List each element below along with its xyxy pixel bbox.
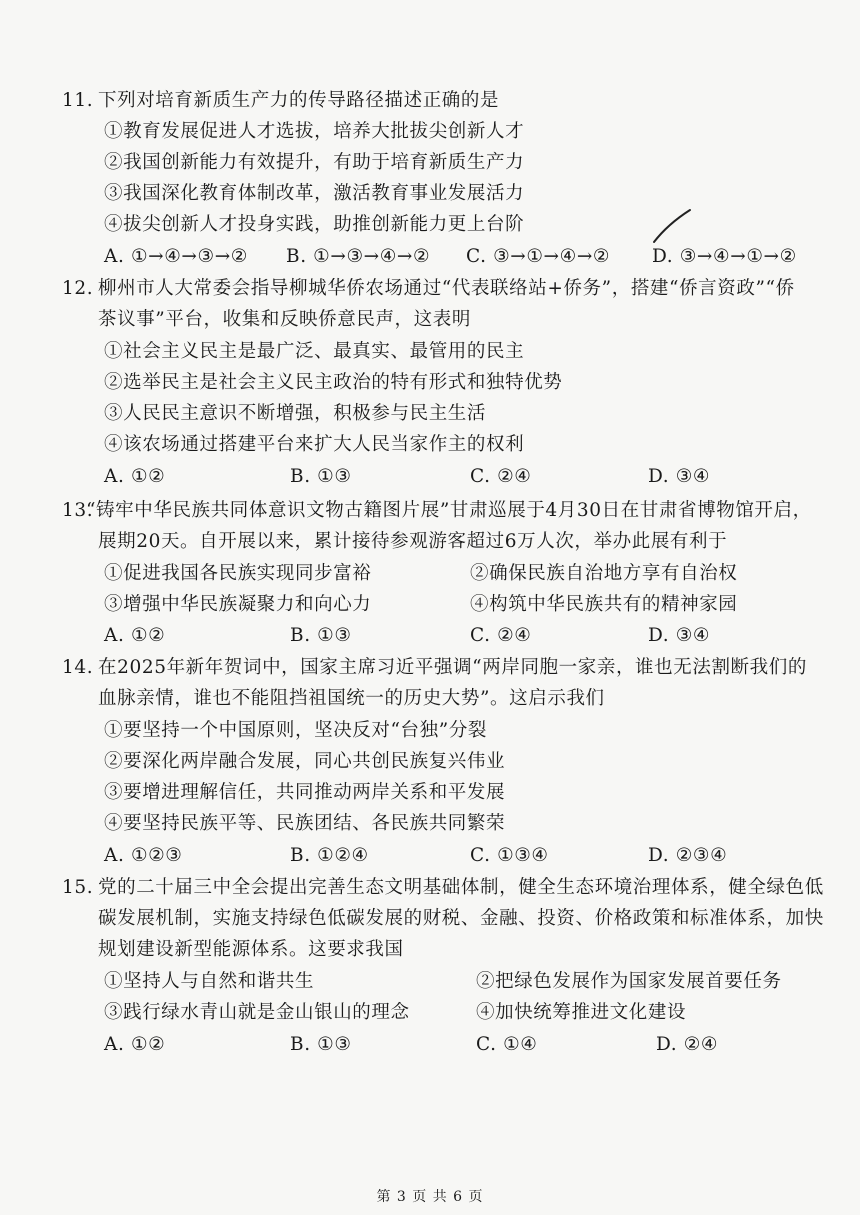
statement: ③践行绿水青山就是金山银山的理念 — [104, 1002, 410, 1023]
statement: ③人民民主意识不断增强，积极参与民主生活 — [104, 403, 487, 424]
choice-b[interactable]: B. ①③ — [290, 625, 352, 646]
question-number: 15. — [62, 877, 94, 898]
choice-a[interactable]: A. ①② — [104, 625, 166, 646]
statement: ②我国创新能力有效提升，有助于培育新质生产力 — [104, 152, 525, 173]
question-number: 11. — [62, 90, 94, 111]
question-stem: 碳发展机制，实施支持绿色低碳发展的财税、金融、投资、价格政策和标准体系，加快 — [98, 908, 824, 929]
choice-a[interactable]: A. ①②③ — [104, 845, 183, 866]
choice-d[interactable]: D. ②③④ — [648, 845, 728, 866]
question-number: 12. — [62, 278, 94, 299]
statement: ④要坚持民族平等、民族团结、各民族共同繁荣 — [104, 813, 506, 834]
choice-d[interactable]: D. ③④ — [648, 466, 711, 487]
statement: ③要增进理解信任，共同推动两岸关系和平发展 — [104, 782, 506, 803]
question-stem: 规划建设新型能源体系。这要求我国 — [98, 939, 404, 960]
choice-b[interactable]: B. ①③ — [290, 1034, 352, 1055]
page-footer: 第 3 页 共 6 页 — [376, 1189, 484, 1205]
question-stem: 下列对培育新质生产力的传导路径描述正确的是 — [98, 90, 500, 111]
question-stem: 党的二十届三中全会提出完善生态文明基础体制，健全生态环境治理体系，健全绿色低 — [98, 877, 824, 898]
choice-d[interactable]: D. ③→④→①→② — [652, 246, 797, 267]
statement: ④加快统筹推进文化建设 — [476, 1002, 687, 1023]
question-stem: 茶议事”平台，收集和反映侨意民声，这表明 — [98, 309, 471, 330]
choice-d[interactable]: D. ③④ — [648, 625, 711, 646]
choice-d[interactable]: D. ②④ — [656, 1034, 719, 1055]
statement: ②把绿色发展作为国家发展首要任务 — [476, 971, 782, 992]
choice-c[interactable]: C. ③→①→④→② — [466, 246, 611, 267]
statement: ②要深化两岸融合发展，同心共创民族复兴伟业 — [104, 751, 506, 772]
pen-check-mark — [650, 206, 698, 246]
choice-c[interactable]: C. ②④ — [470, 625, 532, 646]
question-stem: “铸牢中华民族共同体意识文物古籍图片展”甘肃巡展于4月30日在甘肃省博物馆开启， — [86, 500, 812, 521]
statement: ④该农场通过搭建平台来扩大人民当家作主的权利 — [104, 434, 525, 455]
statement: ①教育发展促进人才选拔，培养大批拔尖创新人才 — [104, 121, 525, 142]
question-stem: 展期20天。自开展以来，累计接待参观游客超过6万人次，举办此展有利于 — [98, 531, 728, 552]
statement: ③增强中华民族凝聚力和向心力 — [104, 594, 372, 615]
choice-c[interactable]: C. ①④ — [476, 1034, 538, 1055]
choice-c[interactable]: C. ②④ — [470, 466, 532, 487]
statement: ①社会主义民主是最广泛、最真实、最管用的民主 — [104, 341, 525, 362]
statement: ②选举民主是社会主义民主政治的特有形式和独特优势 — [104, 372, 563, 393]
statement: ④构筑中华民族共有的精神家园 — [470, 594, 738, 615]
choice-a[interactable]: A. ①→④→③→② — [104, 246, 248, 267]
choice-c[interactable]: C. ①③④ — [470, 845, 549, 866]
question-stem: 柳州市人大常委会指导柳城华侨农场通过“代表联络站+侨务”，搭建“侨言资政”“侨 — [98, 278, 795, 299]
question-stem: 在2025年新年贺词中，国家主席习近平强调“两岸同胞一家亲，谁也无法割断我们的 — [98, 657, 807, 678]
statement: ②确保民族自治地方享有自治权 — [470, 563, 738, 584]
choice-a[interactable]: A. ①② — [104, 1034, 166, 1055]
choice-b[interactable]: B. ①③ — [290, 466, 352, 487]
statement: ①坚持人与自然和谐共生 — [104, 971, 315, 992]
statement: ①要坚持一个中国原则，坚决反对“台独”分裂 — [104, 720, 488, 741]
question-stem: 血脉亲情，谁也不能阻挡祖国统一的历史大势”。这启示我们 — [98, 688, 605, 709]
statement: ③我国深化教育体制改革，激活教育事业发展活力 — [104, 183, 525, 204]
choice-b[interactable]: B. ①②④ — [290, 845, 369, 866]
statement: ④拔尖创新人才投身实践，助推创新能力更上台阶 — [104, 214, 525, 235]
choice-b[interactable]: B. ①→③→④→② — [286, 246, 431, 267]
question-number: 14. — [62, 657, 94, 678]
choice-a[interactable]: A. ①② — [104, 466, 166, 487]
statement: ①促进我国各民族实现同步富裕 — [104, 563, 372, 584]
question-number: 13. — [62, 500, 94, 521]
